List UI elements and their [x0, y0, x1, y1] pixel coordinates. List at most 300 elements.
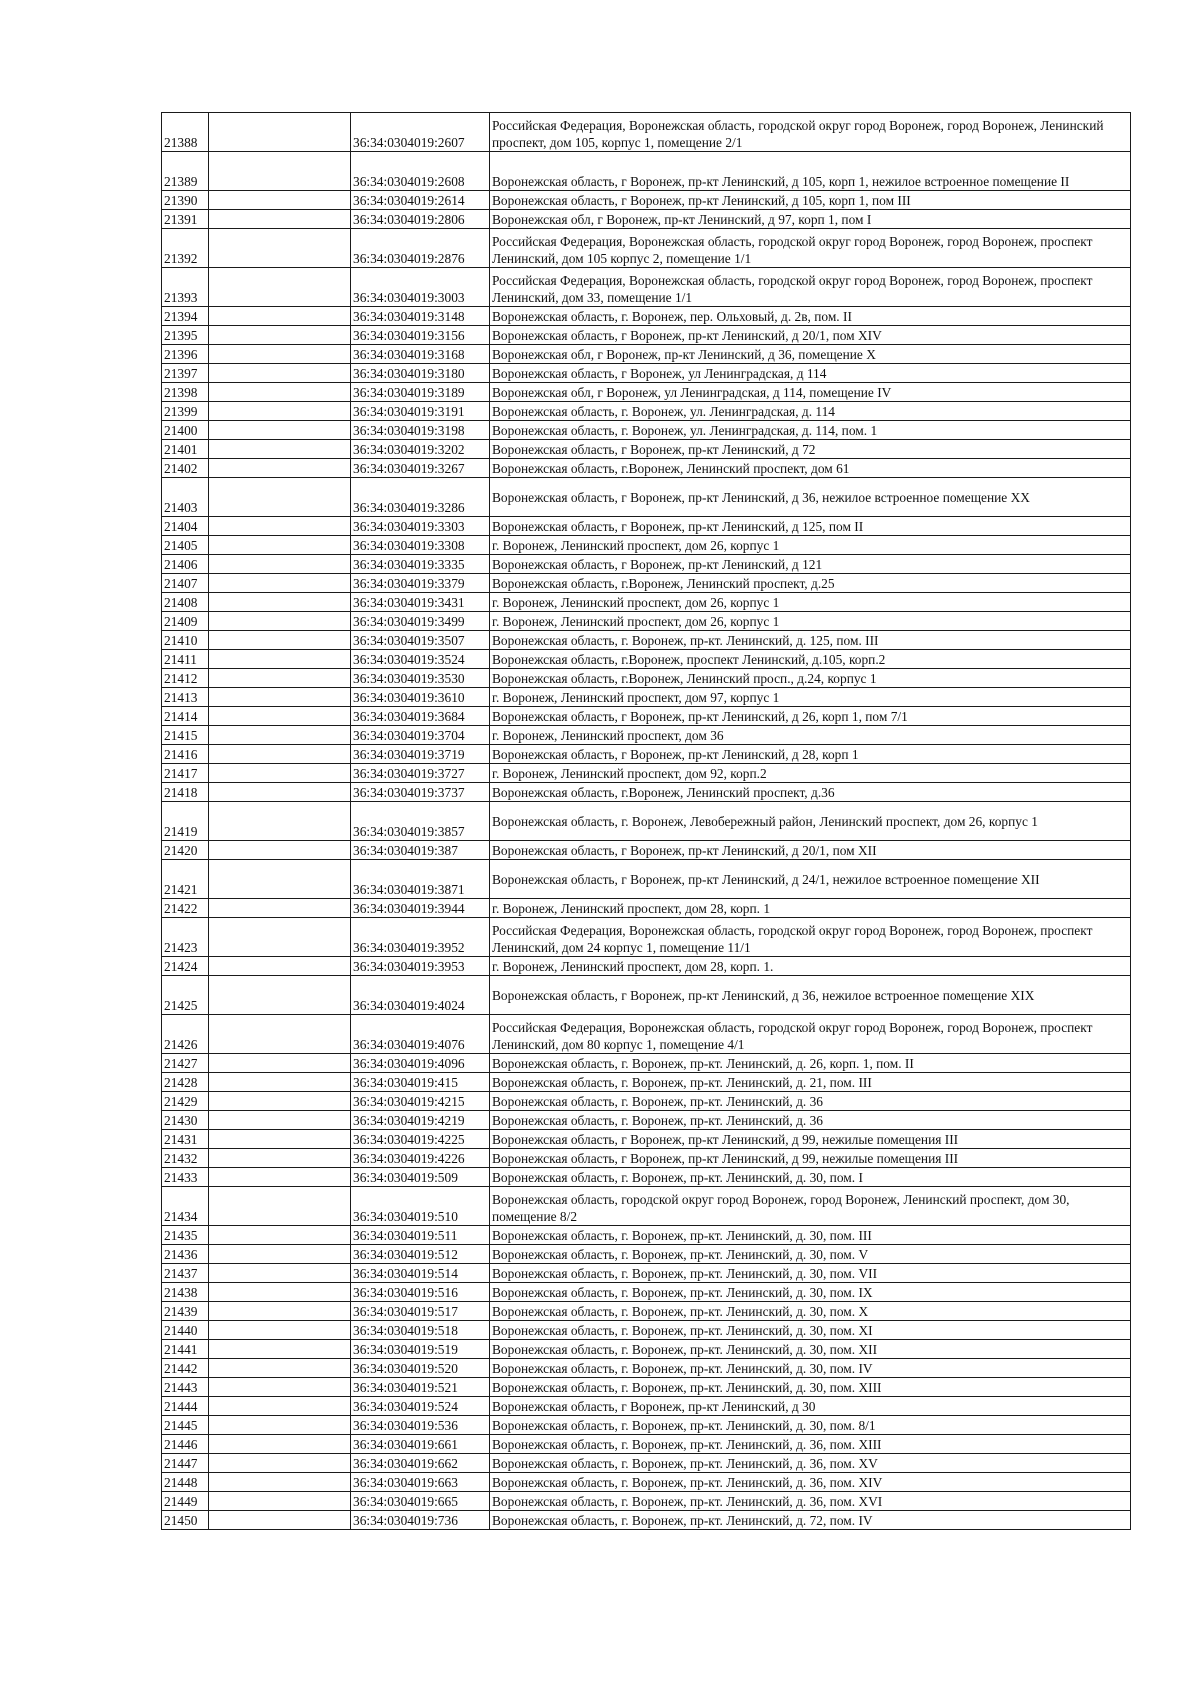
address-cell: Воронежская область, г Воронеж, пр-кт Ленинский, д 26, корп 1, пом 7/1	[490, 707, 1131, 726]
cadastral-number-cell: 36:34:0304019:3952	[351, 918, 490, 957]
row-number-cell: 21428	[162, 1073, 209, 1092]
empty-cell	[209, 345, 351, 364]
cadastral-number-cell: 36:34:0304019:4024	[351, 976, 490, 1015]
empty-cell	[209, 555, 351, 574]
row-number-cell: 21409	[162, 612, 209, 631]
address-cell: Воронежская область, г Воронеж, пр-кт Ленинский, д 99, нежилые помещения III	[490, 1149, 1131, 1168]
row-number-cell: 21441	[162, 1340, 209, 1359]
table-row	[162, 1073, 1131, 1092]
row-number-cell: 21446	[162, 1435, 209, 1454]
table-row	[162, 1245, 1131, 1264]
cadastral-number-cell: 36:34:0304019:2806	[351, 210, 490, 229]
table-row	[162, 764, 1131, 783]
cadastral-number-cell: 36:34:0304019:665	[351, 1492, 490, 1511]
cadastral-number-cell: 36:34:0304019:517	[351, 1302, 490, 1321]
address-cell: Воронежская область, г Воронеж, пр-кт Ленинский, д 125, пом II	[490, 517, 1131, 536]
table-row	[162, 745, 1131, 764]
empty-cell	[209, 764, 351, 783]
cadastral-number-cell: 36:34:0304019:3335	[351, 555, 490, 574]
cadastral-number-cell: 36:34:0304019:3286	[351, 478, 490, 517]
row-number-cell: 21444	[162, 1397, 209, 1416]
table-row	[162, 783, 1131, 802]
address-cell: Воронежская область, г. Воронеж, пр-кт. Ленинский, д. 30, пом. XI	[490, 1321, 1131, 1340]
address-cell: Воронежская область, г Воронеж, пр-кт Ленинский, д 24/1, нежилое встроенное помещение XII	[490, 860, 1131, 899]
table-row	[162, 440, 1131, 459]
row-number-cell: 21411	[162, 650, 209, 669]
cadastral-number-cell: 36:34:0304019:3267	[351, 459, 490, 478]
row-number-cell: 21442	[162, 1359, 209, 1378]
cadastral-number-cell: 36:34:0304019:3003	[351, 268, 490, 307]
empty-cell	[209, 841, 351, 860]
cadastral-number-cell: 36:34:0304019:3610	[351, 688, 490, 707]
address-cell: Российская Федерация, Воронежская область, городской округ город Воронеж, город Воронеж, проспект Ленинский, дом 80 корпус 1, помещение 4/1	[490, 1015, 1131, 1054]
row-number-cell: 21404	[162, 517, 209, 536]
table-row	[162, 364, 1131, 383]
cadastral-number-cell: 36:34:0304019:3180	[351, 364, 490, 383]
address-cell: Воронежская область, г. Воронеж, пр-кт. Ленинский, д. 36	[490, 1092, 1131, 1111]
table-row	[162, 345, 1131, 364]
row-number-cell: 21417	[162, 764, 209, 783]
row-number-cell: 21389	[162, 152, 209, 191]
address-cell: Воронежская область, г. Воронеж, пр-кт. Ленинский, д. 30, пом. I	[490, 1168, 1131, 1187]
table-row	[162, 1359, 1131, 1378]
address-cell: Воронежская область, г. Воронеж, пер. Ольховый, д. 2в, пом. II	[490, 307, 1131, 326]
address-cell: Воронежская область, г. Воронеж, пр-кт. Ленинский, д. 30, пом. V	[490, 1245, 1131, 1264]
address-cell: Воронежская область, г Воронеж, пр-кт Ленинский, д 105, корп 1, нежилое встроенное помещение II	[490, 152, 1131, 191]
empty-cell	[209, 1130, 351, 1149]
address-cell: Воронежская область, г. Воронеж, пр-кт. Ленинский, д. 21, пом. III	[490, 1073, 1131, 1092]
empty-cell	[209, 669, 351, 688]
address-cell: Воронежская область, г Воронеж, пр-кт Ленинский, д 36, нежилое встроенное помещение XX	[490, 478, 1131, 517]
row-number-cell: 21436	[162, 1245, 209, 1264]
row-number-cell: 21414	[162, 707, 209, 726]
table-row	[162, 229, 1131, 268]
row-number-cell: 21401	[162, 440, 209, 459]
row-number-cell: 21415	[162, 726, 209, 745]
empty-cell	[209, 1435, 351, 1454]
cadastral-number-cell: 36:34:0304019:3524	[351, 650, 490, 669]
cadastral-number-cell: 36:34:0304019:3499	[351, 612, 490, 631]
empty-cell	[209, 383, 351, 402]
empty-cell	[209, 783, 351, 802]
cadastral-number-cell: 36:34:0304019:3168	[351, 345, 490, 364]
row-number-cell: 21424	[162, 957, 209, 976]
address-cell: Воронежская область, г. Воронеж, пр-кт. Ленинский, д. 30, пом. VII	[490, 1264, 1131, 1283]
empty-cell	[209, 918, 351, 957]
table-row	[162, 191, 1131, 210]
address-cell: г. Воронеж, Ленинский проспект, дом 26, корпус 1	[490, 612, 1131, 631]
table-row	[162, 1340, 1131, 1359]
row-number-cell: 21412	[162, 669, 209, 688]
table-row	[162, 860, 1131, 899]
row-number-cell: 21427	[162, 1054, 209, 1073]
cadastral-number-cell: 36:34:0304019:3303	[351, 517, 490, 536]
cadastral-number-cell: 36:34:0304019:536	[351, 1416, 490, 1435]
row-number-cell: 21408	[162, 593, 209, 612]
row-number-cell: 21443	[162, 1378, 209, 1397]
empty-cell	[209, 440, 351, 459]
address-cell: г. Воронеж, Ленинский проспект, дом 26, корпус 1	[490, 536, 1131, 555]
cadastral-number-cell: 36:34:0304019:2607	[351, 113, 490, 152]
empty-cell	[209, 899, 351, 918]
address-cell: Воронежская область, г. Воронеж, пр-кт. Ленинский, д. 36, пом. XVI	[490, 1492, 1131, 1511]
cadastral-number-cell: 36:34:0304019:3704	[351, 726, 490, 745]
empty-cell	[209, 1283, 351, 1302]
empty-cell	[209, 688, 351, 707]
cadastral-number-cell: 36:34:0304019:4226	[351, 1149, 490, 1168]
empty-cell	[209, 1454, 351, 1473]
address-cell: Воронежская область, г. Воронеж, пр-кт. Ленинский, д. 30, пом. III	[490, 1226, 1131, 1245]
empty-cell	[209, 326, 351, 345]
table-row	[162, 1054, 1131, 1073]
cadastral-number-cell: 36:34:0304019:3189	[351, 383, 490, 402]
row-number-cell: 21395	[162, 326, 209, 345]
table-row	[162, 612, 1131, 631]
row-number-cell: 21420	[162, 841, 209, 860]
cadastral-number-cell: 36:34:0304019:3191	[351, 402, 490, 421]
cadastral-number-cell: 36:34:0304019:736	[351, 1511, 490, 1530]
empty-cell	[209, 860, 351, 899]
empty-cell	[209, 459, 351, 478]
row-number-cell: 21450	[162, 1511, 209, 1530]
address-cell: Воронежская область, г Воронеж, пр-кт Ленинский, д 36, нежилое встроенное помещение XIX	[490, 976, 1131, 1015]
cadastral-number-cell: 36:34:0304019:3148	[351, 307, 490, 326]
empty-cell	[209, 268, 351, 307]
empty-cell	[209, 593, 351, 612]
cadastral-number-cell: 36:34:0304019:663	[351, 1473, 490, 1492]
row-number-cell: 21433	[162, 1168, 209, 1187]
cadastral-number-cell: 36:34:0304019:2608	[351, 152, 490, 191]
table-row	[162, 1283, 1131, 1302]
address-cell: Воронежская область, г. Воронеж, ул. Ленинградская, д. 114	[490, 402, 1131, 421]
address-cell: г. Воронеж, Ленинский проспект, дом 28, корп. 1	[490, 899, 1131, 918]
table-row	[162, 1226, 1131, 1245]
table-row	[162, 1454, 1131, 1473]
row-number-cell: 21422	[162, 899, 209, 918]
empty-cell	[209, 113, 351, 152]
row-number-cell: 21430	[162, 1111, 209, 1130]
address-cell: Воронежская область, г. Воронеж, пр-кт. Ленинский, д. 36, пом. XV	[490, 1454, 1131, 1473]
table-row	[162, 459, 1131, 478]
table-row	[162, 555, 1131, 574]
table-row	[162, 1130, 1131, 1149]
table-row	[162, 1416, 1131, 1435]
row-number-cell: 21432	[162, 1149, 209, 1168]
row-number-cell: 21439	[162, 1302, 209, 1321]
address-cell: Воронежская область, г Воронеж, пр-кт Ленинский, д 105, корп 1, пом III	[490, 191, 1131, 210]
empty-cell	[209, 1511, 351, 1530]
empty-cell	[209, 802, 351, 841]
empty-cell	[209, 1321, 351, 1340]
address-cell: Воронежская область, г. Воронеж, пр-кт. Ленинский, д. 30, пом. IX	[490, 1283, 1131, 1302]
row-number-cell: 21402	[162, 459, 209, 478]
row-number-cell: 21390	[162, 191, 209, 210]
table-row	[162, 421, 1131, 440]
cadastral-number-cell: 36:34:0304019:3944	[351, 899, 490, 918]
table-row	[162, 268, 1131, 307]
address-cell: Воронежская область, городской округ город Воронеж, город Воронеж, Ленинский проспект, дом 30, помещение 8/2	[490, 1187, 1131, 1226]
table-row	[162, 326, 1131, 345]
row-number-cell: 21397	[162, 364, 209, 383]
address-cell: Воронежская область, г.Воронеж, Ленинский просп., д.24, корпус 1	[490, 669, 1131, 688]
empty-cell	[209, 402, 351, 421]
table-row	[162, 210, 1131, 229]
table-row	[162, 307, 1131, 326]
cadastral-number-cell: 36:34:0304019:3871	[351, 860, 490, 899]
cadastral-number-cell: 36:34:0304019:512	[351, 1245, 490, 1264]
cadastral-number-cell: 36:34:0304019:2876	[351, 229, 490, 268]
row-number-cell: 21400	[162, 421, 209, 440]
table-row	[162, 574, 1131, 593]
address-cell: Воронежская обл, г Воронеж, пр-кт Ленинский, д 97, корп 1, пом I	[490, 210, 1131, 229]
address-cell: Воронежская область, г. Воронеж, пр-кт. Ленинский, д. 30, пом. IV	[490, 1359, 1131, 1378]
empty-cell	[209, 612, 351, 631]
address-cell: Воронежская область, г Воронеж, пр-кт Ленинский, д 20/1, пом XIV	[490, 326, 1131, 345]
address-cell: Воронежская область, г. Воронеж, пр-кт. Ленинский, д. 30, пом. X	[490, 1302, 1131, 1321]
row-number-cell: 21447	[162, 1454, 209, 1473]
row-number-cell: 21399	[162, 402, 209, 421]
empty-cell	[209, 707, 351, 726]
address-cell: г. Воронеж, Ленинский проспект, дом 92, корп.2	[490, 764, 1131, 783]
empty-cell	[209, 478, 351, 517]
empty-cell	[209, 1492, 351, 1511]
empty-cell	[209, 536, 351, 555]
address-cell: Воронежская область, г.Воронеж, Ленинский проспект, д.36	[490, 783, 1131, 802]
row-number-cell: 21394	[162, 307, 209, 326]
address-cell: Воронежская область, г. Воронеж, пр-кт. Ленинский, д. 30, пом. XII	[490, 1340, 1131, 1359]
table-row	[162, 383, 1131, 402]
cadastral-number-cell: 36:34:0304019:4215	[351, 1092, 490, 1111]
row-number-cell: 21413	[162, 688, 209, 707]
cadastral-number-cell: 36:34:0304019:521	[351, 1378, 490, 1397]
address-cell: Воронежская область, г Воронеж, пр-кт Ленинский, д 20/1, пом XII	[490, 841, 1131, 860]
table-row	[162, 593, 1131, 612]
address-cell: Российская Федерация, Воронежская область, городской округ город Воронеж, город Воронеж, проспект Ленинский, дом 24 корпус 1, помещение 11/1	[490, 918, 1131, 957]
address-cell: Воронежская область, г Воронеж, пр-кт Ленинский, д 72	[490, 440, 1131, 459]
empty-cell	[209, 210, 351, 229]
row-number-cell: 21435	[162, 1226, 209, 1245]
address-cell: Российская Федерация, Воронежская область, городской округ город Воронеж, город Воронеж, проспект Ленинский, дом 105 корпус 2, помещение 1/1	[490, 229, 1131, 268]
row-number-cell: 21429	[162, 1092, 209, 1111]
cadastral-number-cell: 36:34:0304019:3379	[351, 574, 490, 593]
empty-cell	[209, 307, 351, 326]
table-row	[162, 802, 1131, 841]
table-row	[162, 1149, 1131, 1168]
row-number-cell: 21405	[162, 536, 209, 555]
address-cell: Воронежская область, г Воронеж, ул Ленинградская, д 114	[490, 364, 1131, 383]
address-cell: Воронежская область, г. Воронеж, ул. Ленинградская, д. 114, пом. 1	[490, 421, 1131, 440]
empty-cell	[209, 1397, 351, 1416]
empty-cell	[209, 152, 351, 191]
address-cell: г. Воронеж, Ленинский проспект, дом 97, корпус 1	[490, 688, 1131, 707]
cadastral-number-cell: 36:34:0304019:3857	[351, 802, 490, 841]
row-number-cell: 21445	[162, 1416, 209, 1435]
empty-cell	[209, 191, 351, 210]
table-row	[162, 726, 1131, 745]
row-number-cell: 21416	[162, 745, 209, 764]
address-cell: Воронежская область, г. Воронеж, пр-кт. Ленинский, д. 30, пом. 8/1	[490, 1416, 1131, 1435]
table-row	[162, 402, 1131, 421]
address-cell: Воронежская обл, г Воронеж, пр-кт Ленинский, д 36, помещение X	[490, 345, 1131, 364]
table-row	[162, 1378, 1131, 1397]
cadastral-number-cell: 36:34:0304019:415	[351, 1073, 490, 1092]
table-row	[162, 1321, 1131, 1340]
row-number-cell: 21431	[162, 1130, 209, 1149]
row-number-cell: 21392	[162, 229, 209, 268]
empty-cell	[209, 1264, 351, 1283]
address-cell: Воронежская область, г.Воронеж, Ленинский проспект, д.25	[490, 574, 1131, 593]
table-row	[162, 1397, 1131, 1416]
cadastral-number-cell: 36:34:0304019:518	[351, 1321, 490, 1340]
cadastral-number-cell: 36:34:0304019:509	[351, 1168, 490, 1187]
cadastral-number-cell: 36:34:0304019:3431	[351, 593, 490, 612]
empty-cell	[209, 650, 351, 669]
address-cell: Воронежская область, г. Воронеж, Левобережный район, Ленинский проспект, дом 26, корпус 1	[490, 802, 1131, 841]
cadastral-number-cell: 36:34:0304019:514	[351, 1264, 490, 1283]
empty-cell	[209, 1302, 351, 1321]
cadastral-number-cell: 36:34:0304019:519	[351, 1340, 490, 1359]
table-row	[162, 707, 1131, 726]
row-number-cell: 21388	[162, 113, 209, 152]
empty-cell	[209, 1340, 351, 1359]
row-number-cell: 21425	[162, 976, 209, 1015]
cadastral-number-cell: 36:34:0304019:3737	[351, 783, 490, 802]
cadastral-number-cell: 36:34:0304019:4219	[351, 1111, 490, 1130]
table-row	[162, 517, 1131, 536]
table-row	[162, 1015, 1131, 1054]
cadastral-number-cell: 36:34:0304019:3198	[351, 421, 490, 440]
address-cell: г. Воронеж, Ленинский проспект, дом 26, корпус 1	[490, 593, 1131, 612]
row-number-cell: 21419	[162, 802, 209, 841]
cadastral-number-cell: 36:34:0304019:3953	[351, 957, 490, 976]
table-row	[162, 1187, 1131, 1226]
empty-cell	[209, 631, 351, 650]
table-row	[162, 841, 1131, 860]
row-number-cell: 21410	[162, 631, 209, 650]
empty-cell	[209, 1073, 351, 1092]
address-cell: Воронежская область, г. Воронеж, пр-кт. Ленинский, д. 26, корп. 1, пом. II	[490, 1054, 1131, 1073]
empty-cell	[209, 421, 351, 440]
cadastral-number-cell: 36:34:0304019:387	[351, 841, 490, 860]
row-number-cell: 21449	[162, 1492, 209, 1511]
address-cell: Воронежская область, г Воронеж, пр-кт Ленинский, д 28, корп 1	[490, 745, 1131, 764]
address-cell: Воронежская обл, г Воронеж, ул Ленинградская, д 114, помещение IV	[490, 383, 1131, 402]
empty-cell	[209, 1168, 351, 1187]
cadastral-number-cell: 36:34:0304019:520	[351, 1359, 490, 1378]
empty-cell	[209, 745, 351, 764]
address-cell: г. Воронеж, Ленинский проспект, дом 36	[490, 726, 1131, 745]
cadastral-number-cell: 36:34:0304019:3684	[351, 707, 490, 726]
row-number-cell: 21406	[162, 555, 209, 574]
cadastral-number-cell: 36:34:0304019:3530	[351, 669, 490, 688]
empty-cell	[209, 364, 351, 383]
cadastral-number-cell: 36:34:0304019:3727	[351, 764, 490, 783]
table-row	[162, 1511, 1131, 1530]
table-row	[162, 976, 1131, 1015]
address-cell: Воронежская область, г.Воронеж, проспект Ленинский, д.105, корп.2	[490, 650, 1131, 669]
table-row	[162, 1168, 1131, 1187]
cadastral-number-cell: 36:34:0304019:3156	[351, 326, 490, 345]
row-number-cell: 21398	[162, 383, 209, 402]
empty-cell	[209, 1015, 351, 1054]
cadastral-number-cell: 36:34:0304019:2614	[351, 191, 490, 210]
table-row	[162, 1092, 1131, 1111]
table-row	[162, 688, 1131, 707]
cadastral-number-cell: 36:34:0304019:511	[351, 1226, 490, 1245]
table-row	[162, 1492, 1131, 1511]
cadastral-number-cell: 36:34:0304019:3308	[351, 536, 490, 555]
row-number-cell: 21396	[162, 345, 209, 364]
empty-cell	[209, 1245, 351, 1264]
empty-cell	[209, 1054, 351, 1073]
row-number-cell: 21407	[162, 574, 209, 593]
cadastral-number-cell: 36:34:0304019:4076	[351, 1015, 490, 1054]
table-row	[162, 669, 1131, 688]
row-number-cell: 21423	[162, 918, 209, 957]
table-row	[162, 1473, 1131, 1492]
table-row	[162, 1435, 1131, 1454]
table-row	[162, 113, 1131, 152]
cadastral-number-cell: 36:34:0304019:524	[351, 1397, 490, 1416]
empty-cell	[209, 726, 351, 745]
row-number-cell: 21437	[162, 1264, 209, 1283]
empty-cell	[209, 1092, 351, 1111]
row-number-cell: 21448	[162, 1473, 209, 1492]
empty-cell	[209, 1378, 351, 1397]
row-number-cell: 21393	[162, 268, 209, 307]
cadastral-number-cell: 36:34:0304019:3507	[351, 631, 490, 650]
table-row	[162, 650, 1131, 669]
cadastral-number-cell: 36:34:0304019:3719	[351, 745, 490, 764]
address-cell: г. Воронеж, Ленинский проспект, дом 28, корп. 1.	[490, 957, 1131, 976]
empty-cell	[209, 1416, 351, 1435]
row-number-cell: 21421	[162, 860, 209, 899]
cadastral-number-cell: 36:34:0304019:4096	[351, 1054, 490, 1073]
table-row	[162, 152, 1131, 191]
row-number-cell: 21418	[162, 783, 209, 802]
table-row	[162, 1111, 1131, 1130]
address-cell: Воронежская область, г. Воронеж, пр-кт. Ленинский, д. 125, пом. III	[490, 631, 1131, 650]
empty-cell	[209, 1149, 351, 1168]
table-row	[162, 899, 1131, 918]
row-number-cell: 21438	[162, 1283, 209, 1302]
address-cell: Воронежская область, г. Воронеж, пр-кт. Ленинский, д. 36	[490, 1111, 1131, 1130]
row-number-cell: 21403	[162, 478, 209, 517]
address-cell: Российская Федерация, Воронежская область, городской округ город Воронеж, город Воронеж, проспект Ленинский, дом 33, помещение 1/1	[490, 268, 1131, 307]
address-cell: Воронежская область, г Воронеж, пр-кт Ленинский, д 30	[490, 1397, 1131, 1416]
empty-cell	[209, 229, 351, 268]
address-cell: Воронежская область, г Воронеж, пр-кт Ленинский, д 121	[490, 555, 1131, 574]
empty-cell	[209, 517, 351, 536]
cadastral-number-cell: 36:34:0304019:4225	[351, 1130, 490, 1149]
empty-cell	[209, 1473, 351, 1492]
row-number-cell: 21434	[162, 1187, 209, 1226]
registry-table	[161, 112, 1131, 1530]
address-cell: Российская Федерация, Воронежская область, городской округ город Воронеж, город Воронеж, Ленинский проспект, дом 105, корпус 1, помещение 2/1	[490, 113, 1131, 152]
table-row	[162, 478, 1131, 517]
empty-cell	[209, 574, 351, 593]
table-row	[162, 957, 1131, 976]
empty-cell	[209, 1187, 351, 1226]
table-row	[162, 1264, 1131, 1283]
empty-cell	[209, 976, 351, 1015]
address-cell: Воронежская область, г.Воронеж, Ленинский проспект, дом 61	[490, 459, 1131, 478]
cadastral-number-cell: 36:34:0304019:661	[351, 1435, 490, 1454]
registry-table-body	[162, 113, 1131, 1530]
table-row	[162, 1302, 1131, 1321]
row-number-cell: 21426	[162, 1015, 209, 1054]
row-number-cell: 21391	[162, 210, 209, 229]
